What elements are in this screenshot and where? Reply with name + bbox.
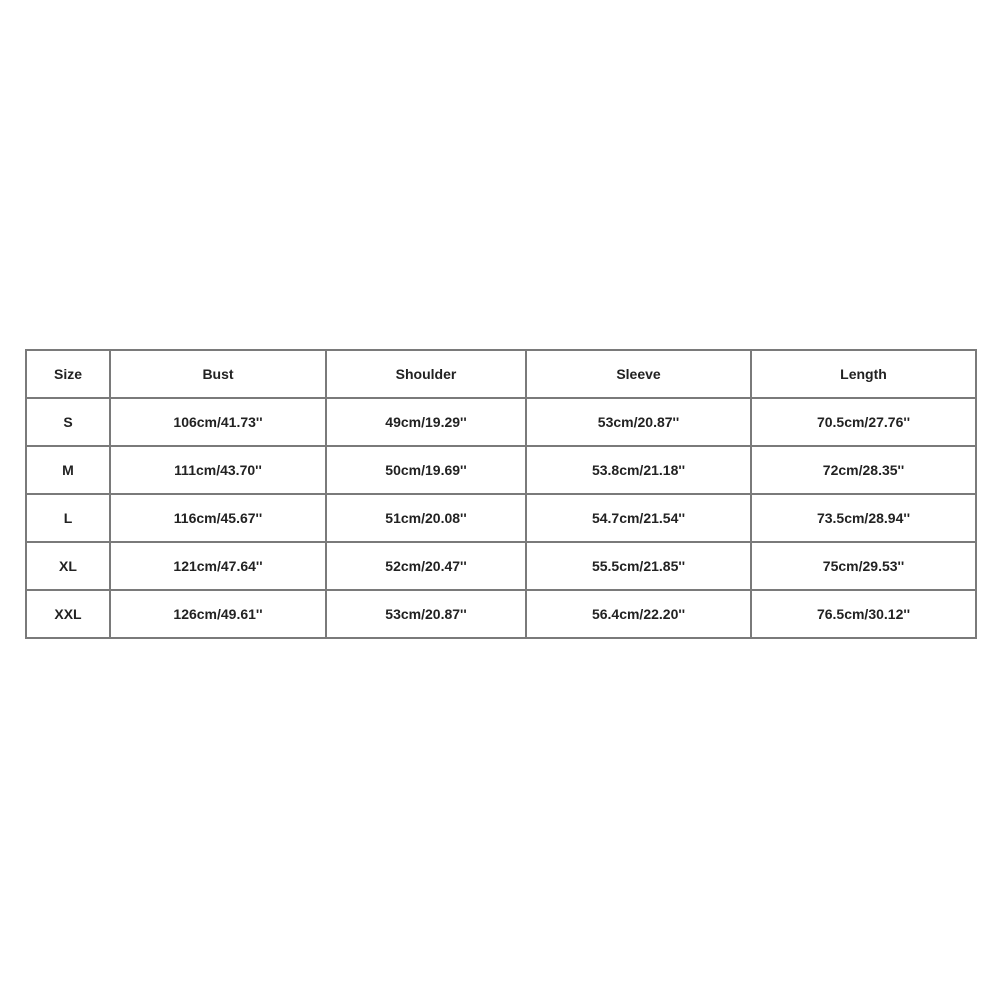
table-row <box>26 398 976 446</box>
cell-size: XL <box>26 542 110 590</box>
cell-size: XXL <box>26 590 110 638</box>
table-header <box>26 350 976 398</box>
cell-sleeve: 56.4cm/22.20'' <box>526 590 751 638</box>
cell-size: S <box>26 398 110 446</box>
cell-length: 73.5cm/28.94'' <box>751 494 976 542</box>
cell-size: M <box>26 446 110 494</box>
cell-bust: 126cm/49.61'' <box>110 590 326 638</box>
cell-bust: 111cm/43.70'' <box>110 446 326 494</box>
size-chart-table <box>25 349 977 639</box>
cell-length: 75cm/29.53'' <box>751 542 976 590</box>
cell-shoulder: 49cm/19.29'' <box>326 398 526 446</box>
table-row <box>26 590 976 638</box>
header-shoulder: Shoulder <box>326 350 526 398</box>
header-size: Size <box>26 350 110 398</box>
cell-shoulder: 50cm/19.69'' <box>326 446 526 494</box>
header-row <box>26 350 976 398</box>
cell-length: 72cm/28.35'' <box>751 446 976 494</box>
cell-length: 76.5cm/30.12'' <box>751 590 976 638</box>
cell-bust: 121cm/47.64'' <box>110 542 326 590</box>
cell-size: L <box>26 494 110 542</box>
table-row <box>26 494 976 542</box>
cell-shoulder: 51cm/20.08'' <box>326 494 526 542</box>
cell-bust: 106cm/41.73'' <box>110 398 326 446</box>
cell-length: 70.5cm/27.76'' <box>751 398 976 446</box>
header-bust: Bust <box>110 350 326 398</box>
table-row <box>26 446 976 494</box>
table-body <box>26 398 976 638</box>
cell-sleeve: 54.7cm/21.54'' <box>526 494 751 542</box>
cell-sleeve: 55.5cm/21.85'' <box>526 542 751 590</box>
cell-sleeve: 53.8cm/21.18'' <box>526 446 751 494</box>
header-sleeve: Sleeve <box>526 350 751 398</box>
cell-sleeve: 53cm/20.87'' <box>526 398 751 446</box>
cell-shoulder: 53cm/20.87'' <box>326 590 526 638</box>
header-length: Length <box>751 350 976 398</box>
cell-bust: 116cm/45.67'' <box>110 494 326 542</box>
table-row <box>26 542 976 590</box>
cell-shoulder: 52cm/20.47'' <box>326 542 526 590</box>
